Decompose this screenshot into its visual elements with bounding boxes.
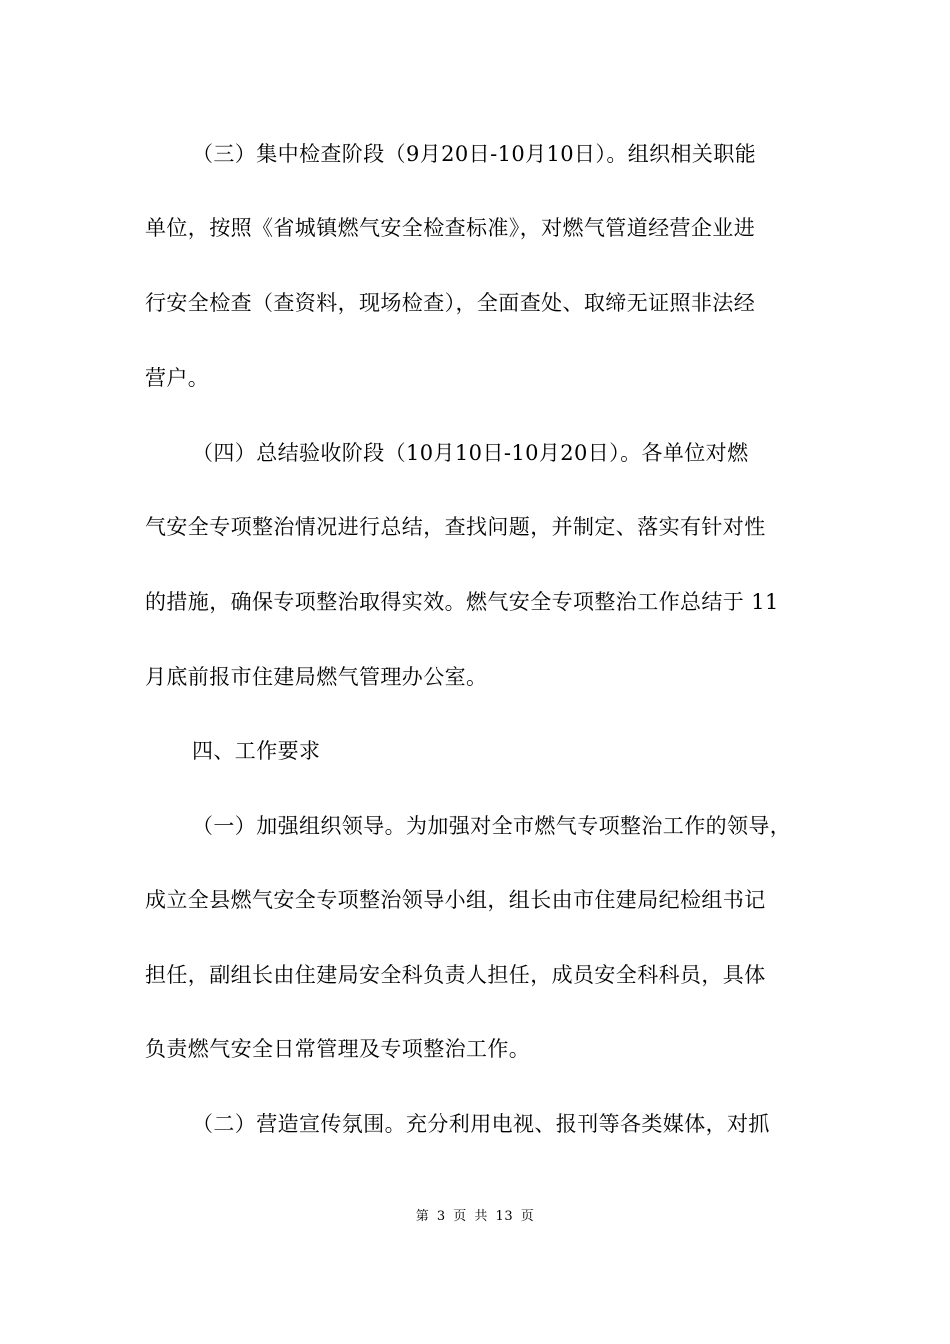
- page-footer: 第 3 页 共 13 页: [415, 1209, 535, 1224]
- paragraph-line: 单位，按照《省城镇燃气安全检查标准》，对燃气管道经营企业进: [145, 216, 756, 240]
- paragraph-line: （一）加强组织领导。为加强对全市燃气专项整治工作的领导，: [192, 814, 792, 838]
- paragraph-line: 气安全专项整治情况进行总结，查找问题，并制定、落实有针对性: [145, 515, 766, 539]
- paragraph-line: （二）营造宣传氛围。充分利用电视、报刊等各类媒体，对抓: [192, 1112, 770, 1136]
- paragraph-line: 行安全检查（查资料，现场检查），全面查处、取缔无证照非法经: [145, 291, 756, 315]
- paragraph-line: （四）总结验收阶段（10月10日-10月20日）。各单位对燃: [192, 441, 749, 465]
- paragraph-line: 的措施，确保专项整治取得实效。燃气安全专项整治工作总结于 11: [145, 590, 779, 614]
- paragraph-line: 月底前报市住建局燃气管理办公室。: [145, 665, 488, 689]
- paragraph-line: 营户。: [145, 366, 210, 390]
- paragraph-line: 担任，副组长由住建局安全科负责人担任，成员安全科科员，具体: [145, 963, 766, 987]
- paragraph-line: 成立全县燃气安全专项整治领导小组，组长由市住建局纪检组书记: [145, 888, 766, 912]
- paragraph-line: 负责燃气安全日常管理及专项整治工作。: [145, 1037, 531, 1061]
- section-heading: 四、工作要求: [192, 739, 321, 763]
- paragraph-line: （三）集中检查阶段（9月20日-10月10日）。组织相关职能: [192, 142, 757, 166]
